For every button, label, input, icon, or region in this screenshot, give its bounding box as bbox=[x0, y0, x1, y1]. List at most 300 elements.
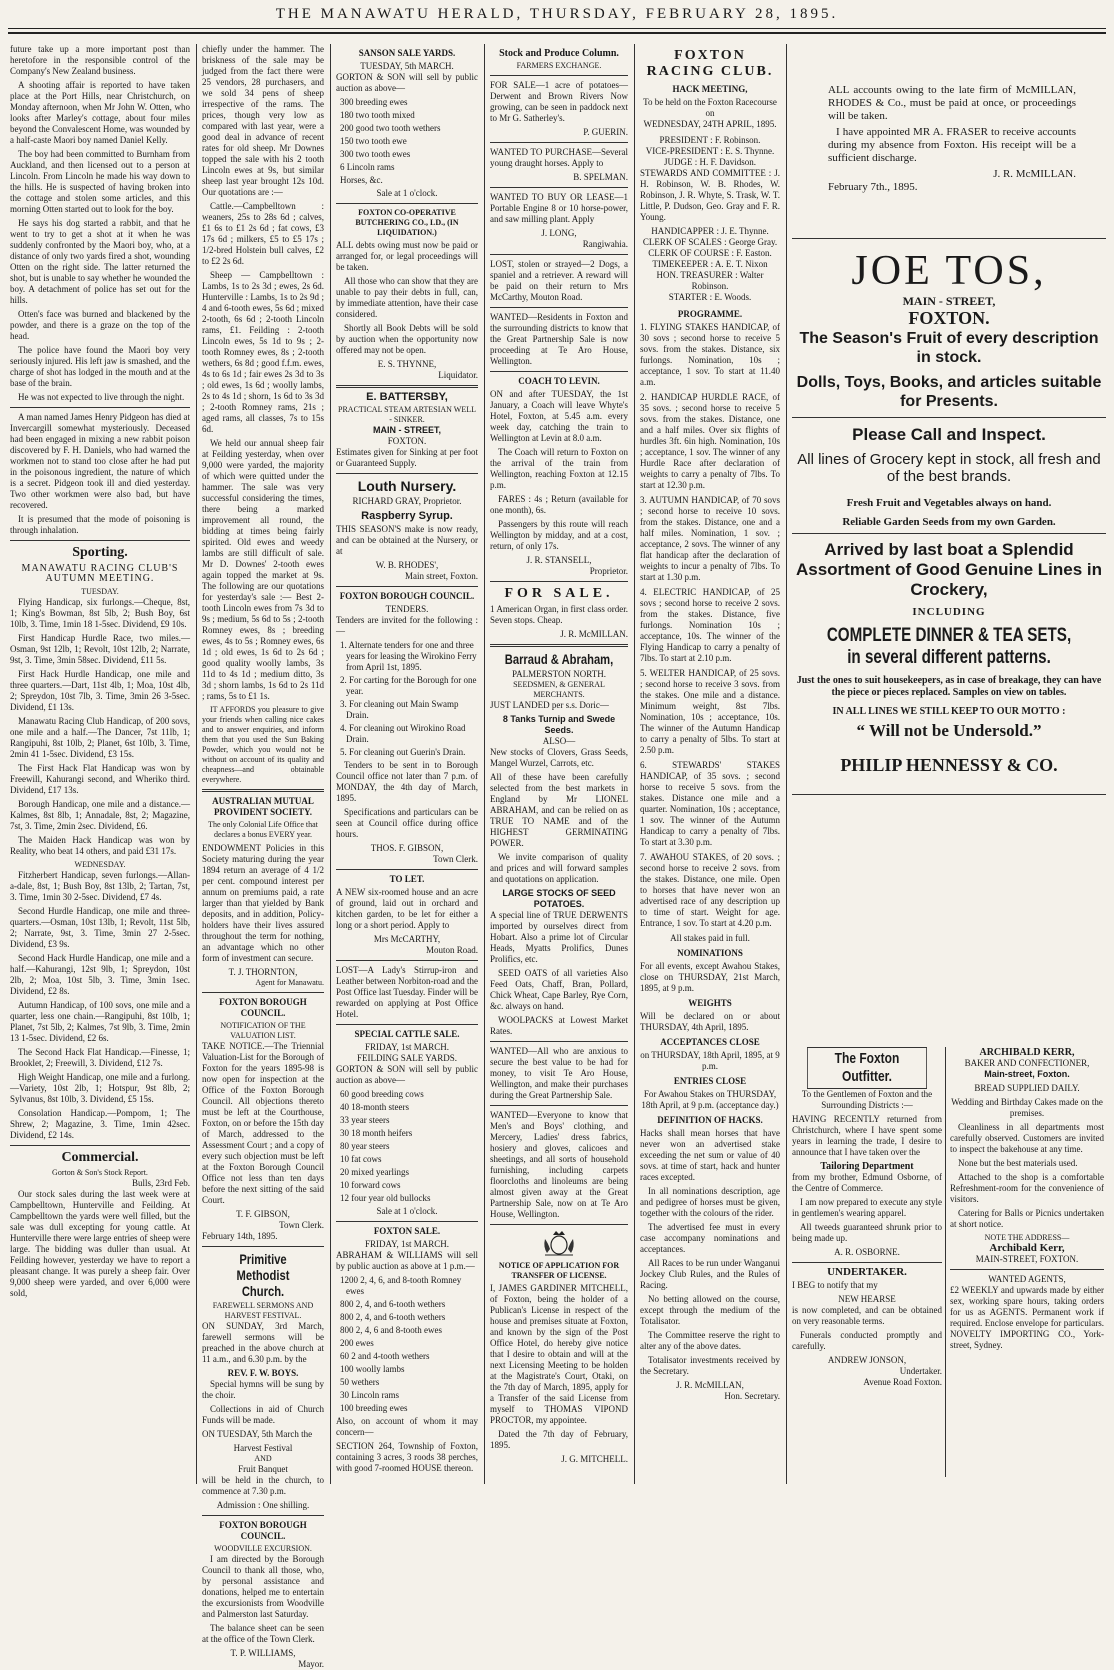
column-divider bbox=[330, 44, 331, 1484]
race-result: Fitzherbert Handicap, seven furlongs.—Allan-a-dale, 8st, 1; Bush Boy, 8st 13lb, 2; Tartan, 7st, 3. Time, 1min 30 2-5sec. Dividend, £7 4s. bbox=[10, 870, 190, 902]
methodist-subtitle: FAREWELL SERMONS AND HARVEST FESTIVAL. bbox=[212, 1301, 314, 1320]
rule: The advertised fee must in every case accompany nominations and acceptances. bbox=[640, 1222, 780, 1254]
license-notice-title: NOTICE OF APPLICATION FOR TRANSFER OF LICENSE. bbox=[498, 1261, 620, 1280]
barraud-trade: SEEDSMEN, & GENERAL MERCHANTS. bbox=[513, 680, 605, 699]
nominations-title: NOMINATIONS bbox=[677, 948, 743, 958]
sale-item: 10 fat cows bbox=[340, 1154, 382, 1164]
kerr-street: Main-street, Foxton. bbox=[984, 1069, 1070, 1079]
sale-item: 100 breeding ewes bbox=[340, 1403, 408, 1413]
rule: In all nominations description, age and pedigree of horses must be given, together with the colours of the rider. bbox=[640, 1186, 780, 1218]
spacer bbox=[792, 194, 1106, 234]
sanson-title: SANSON SALE YARDS. bbox=[358, 48, 456, 58]
official: VICE-PRESIDENT : E. S. Thynne. bbox=[645, 146, 775, 156]
report-date: Bulls, 23rd Feb. bbox=[131, 1178, 190, 1188]
divider bbox=[336, 473, 478, 474]
barraud-place: PALMERSTON NORTH. bbox=[512, 669, 606, 679]
methodist-body: Collections in aid of Church Funds will be made. bbox=[202, 1404, 324, 1425]
amp-title: AUSTRALIAN MUTUAL PROVIDENT SOCIETY. bbox=[212, 796, 314, 817]
divider bbox=[490, 75, 628, 76]
valuation-date: February 14th, 1895. bbox=[202, 1231, 278, 1241]
accounts-date: February 7th., 1895. bbox=[828, 181, 918, 193]
market-paragraph: Sheep — Campbelltown : Lambs, 1s to 2s 3d ; ewes, 2s 6d. Hunterville : Lambs, 1s to 2s 9d ; 4 and 6-tooth ewes, 5s 6d ; mixed 2-tooth, 6s 6d ; 2-tooth Lincoln rams, £1. Feilding : 2-tooth Lincoln ewes, 5s 1d to 9s ; 2-tooth Romney ewes, 8s ; 2-tooth wethers, 6s 8d ; good f.f.m. ewes, 4s to 6s 1d ; fair ewes 2s 3d to 3s ; old ewes, 1s 6d ; woolly lambs, 2s to 4s 1d ; shorn, 1s 6d to 3s 3d ; 2-tooth Romney rams, 21s ; aged rams, all classes, 7s to 15s 6d. bbox=[202, 270, 324, 434]
programme-item: 2. HANDICAP HURDLE RACE, of 35 sovs. ; second horse to receive 5 sovs. from the stakes. Distance, one and a half miles. Over six flights of hurdles 3ft. 6in high. Nomination, 10s ; acceptance, 1 sov. The winner of any Hurdle Race after declaration of weights to carry a penalty of 7lbs. To start at 12.30 p.m. bbox=[640, 392, 780, 490]
coach-body: The Coach will return to Foxton on the arrival of the train from Wellington, reaching Foxton at 12.15 p.m. bbox=[490, 447, 628, 490]
louth-title: Louth Nursery. bbox=[357, 478, 457, 494]
coop-title: FOXTON CO-OPERATIVE BUTCHERING CO., LD., (IN LIQUIDATION.) bbox=[355, 208, 459, 237]
outfitter-to: To the Gentlemen of Foxton and the Surrounding Districts :— bbox=[801, 1089, 933, 1110]
undertaker-title: UNDERTAKER. bbox=[827, 1266, 907, 1278]
divider bbox=[792, 794, 1106, 795]
cattle-sale-title: SPECIAL CATTLE SALE. bbox=[354, 1029, 460, 1039]
programme-item: 5. WELTER HANDICAP, of 25 sovs. ; second horse to receive 3 sovs. from the stakes. One mile and a distance. Minimum weight, 8st 7lbs. Nomination, 10s ; acceptance, 10s. The winner of the Autumn Handicap to carry a penalty of 5lbs. To start at 2.50 p.m. bbox=[640, 668, 780, 755]
cattle-sale-place: FEILDING SALE YARDS. bbox=[357, 1053, 457, 1063]
racing-on: on bbox=[705, 108, 715, 118]
classified-sign: P. GUERIN. bbox=[583, 127, 628, 137]
seed-body: A special line of TRUE DERWENTS imported by ourselves direct from Hobart. Also a prime lot of Circular Heads, Myatts Prolifics, Dunes Prolifics, etc. bbox=[490, 910, 628, 964]
sale-item: 200 ewes bbox=[340, 1338, 374, 1348]
classified-ad: WANTED TO PURCHASE—Several young draught horses. Apply to bbox=[490, 147, 628, 168]
joe-motto: IN ALL LINES WE STILL KEEP TO OUR MOTTO : bbox=[832, 706, 1066, 717]
divider bbox=[490, 1224, 628, 1225]
for-sale-title: FOR SALE. bbox=[504, 586, 614, 601]
official: HON. TREASURER : Walter Robinson. bbox=[656, 270, 764, 291]
barraud-also: ALSO— bbox=[542, 736, 576, 746]
joe-undersold: “ Will not be Undersold.” bbox=[856, 721, 1042, 740]
sale-item: 60 good breeding cows bbox=[340, 1089, 424, 1099]
kerr-body: Attached to the shop is a comfortable Refreshment-room for the convenience of visitors. bbox=[950, 1172, 1104, 1204]
report-heading: Gorton & Son's Stock Report. bbox=[52, 1168, 148, 1177]
programme-item: 6. STEWARDS' STAKES HANDICAP, of 35 sovs. ; second horse to receive 5 sovs. from the stakes. Distance one mile and a quarter. Nomination, 10s ; acceptance, 1 sov. The winner of the Autumn Handicap to carry a penalty of 7lbs. To start at 3.30 p.m. bbox=[640, 760, 780, 847]
woodville-role: Mayor. bbox=[298, 1659, 324, 1669]
column-divider bbox=[196, 44, 197, 1484]
wanted-ad: WANTED—Everyone to know that Men's and Boys' clothing, and Mercery, Ladies' dress fabrics, hosiery and gloves, calicoes and sheetings, and all sorts of household furnishing, including carpets floorcloths and linoleums are being almost given away at the Great Partnership Sale, now on at Te Aro House, Wellington. bbox=[490, 1110, 628, 1219]
news-paragraph: Otten's face was burned and blackened by the powder, and there is a graze on the top of the head. bbox=[10, 309, 190, 341]
accounts-body: ALL accounts owing to the late firm of McMILLAN, RHODES & Co., must be paid at once, or proceedings will be taken. bbox=[828, 84, 1076, 122]
market-paragraph: We held our annual sheep fair at Feilding yesterday, when over 9,000 were yarded, the majority of which were quitted under the hammer. The sale was very successful considering the times, there being a marked improvement all round, the bidding at times being fairly spirited. Old ewes and weedy lambs are still difficult of sale. Mr D. Downes' 2-tooth ewes again topped the market at 9s. The following are our quotations for yesterday's sale :— Best 2-tooth Lincoln ewes from 7s 3d to 9s ; medium, 5s 6d to 5s ; 2-tooth Romney ewes, 8s ; breeding ewes, 4s to 5s ; Romney ewes, 6s 1d ; old ewes, 1s 6d to 2s 6d ; good quality woolly lambs, 3s 11d to 4s 1d ; medium ditto, 3s 3d ; shorn lambs, 1s 6d to 2s 11d ; rams, 5s to £1 1s. bbox=[202, 438, 324, 701]
column-3 bbox=[336, 44, 478, 1484]
day-heading: TUESDAY. bbox=[81, 587, 119, 596]
racing-heading: MANAWATU RACING CLUB'S AUTUMN MEETING. bbox=[21, 563, 179, 584]
woodville-sign: T. P. WILLIAMS, bbox=[230, 1648, 296, 1658]
undertaker-body: is now completed, and can be obtained on very reasonable terms. bbox=[792, 1305, 942, 1326]
and-text: AND bbox=[254, 1454, 272, 1463]
definition-title: DEFINITION OF HACKS. bbox=[657, 1115, 763, 1125]
valuation-sign: T. F. GIBSON, bbox=[236, 1209, 290, 1219]
news-paragraph: The boy had been committed to Burnham from Auckland, and then licensed out to a person at Lincoln. From Lincoln he made his way down to the hills. He is suspected of having broken into the cottage and stolen some articles, and this morning Otten started out to look for the boy. bbox=[10, 149, 190, 214]
undertaker-role: Undertaker. bbox=[899, 1366, 942, 1376]
programme-item: 1. FLYING STAKES HANDICAP, of 30 sovs ; second horse to receive 5 sovs. from the stakes. Distance, six furlongs. Nomination, 10s ; acceptance, 1 sov. To start at 11.40 a.m. bbox=[640, 322, 780, 387]
sale-item: 800 2, 4, and 6-tooth wethers bbox=[340, 1312, 446, 1322]
joe-including: INCLUDING bbox=[912, 606, 986, 618]
acceptances-title: ACCEPTANCES CLOSE bbox=[660, 1037, 760, 1047]
joe-just: Just the ones to suit housekeepers, as in case of breakage, they can have the piece or pieces replaced. Samples on view on tables. bbox=[796, 675, 1102, 698]
sale-item: 150 two tooth ewe bbox=[340, 136, 407, 146]
amp-body: ENDOWMENT Policies in this Society maturing during the year 1894 return an average of 4 1/2 per cent. compound interest per annum on premiums paid, a rate larger than that yielded by Bank deposits, and in addition, Policy-holders have their lives assured throughout the term for nothing, an advantage which no other form of investment can secure. bbox=[202, 843, 324, 963]
tender-item: 4. For cleaning out Wirokino Road Drain. bbox=[340, 723, 466, 744]
joe-town: FOXTON. bbox=[908, 308, 990, 328]
section-heading-sporting: Sporting. bbox=[72, 545, 128, 560]
sale-item: 1200 2, 4, 6, and 8-tooth Romney ewes bbox=[340, 1275, 462, 1296]
undertaker-sign: ANDREW JONSON, bbox=[827, 1355, 907, 1365]
divider bbox=[490, 581, 628, 582]
classified-ad: FOR SALE—1 acre of potatoes—Derwent and Brown Rivers Now growing, can be seen in paddock next to Mr G. Satherley's. bbox=[490, 80, 628, 123]
acceptances-body: on THURSDAY, 18th April, 1895, at 9 p.m. bbox=[640, 1050, 780, 1071]
sale-item: 800 2, 4, 6 and 8-tooth ewes bbox=[340, 1325, 442, 1335]
race-result: The First Hack Flat Handicap was won by Freewill, Kahurangi second, and Wheriko third. Dividend, £17 13s. bbox=[10, 763, 190, 795]
column-5 bbox=[640, 44, 780, 1484]
column-divider bbox=[484, 44, 485, 1484]
definition-body: Hacks shall mean horses that have never won an advertised stake exceeding the net sum or value of 40 sovs. at time of start, hack and hunter races excepted. bbox=[640, 1128, 780, 1182]
divider bbox=[336, 586, 478, 587]
masthead-rule-double bbox=[8, 32, 1106, 34]
programme-item: 3. AUTUMN HANDICAP, of 70 sovs ; second horse to receive 10 sovs. from the stakes. Distance, one and a half miles. Nomination, 1 sov. ; acceptance, 2 sovs. The winner of any flat handicap after the declaration of weights to incur a penalty of 7lbs. To start at 1.30 p.m. bbox=[640, 495, 780, 582]
agents-title: WANTED AGENTS, bbox=[988, 1274, 1066, 1284]
fruit-banquet: Fruit Banquet bbox=[238, 1464, 288, 1474]
methodist-title: Primitive Methodist Church. bbox=[236, 1251, 290, 1299]
weights-title: WEIGHTS bbox=[688, 998, 732, 1008]
barraud-tanks: 8 Tanks Turnip and Swede Seeds. bbox=[502, 714, 616, 735]
louth-proprietor: RICHARD GRAY, Proprietor. bbox=[352, 496, 462, 506]
classified-ad: WANTED TO BUY OR LEASE—1 Portable Engine 8 or 10 horse-power, and saw milling plant. Apply bbox=[490, 192, 628, 224]
sale-item: 10 forward cows bbox=[340, 1180, 401, 1190]
harvest-festival: Harvest Festival bbox=[233, 1443, 293, 1453]
stock-column-title: Stock and Produce Column. bbox=[499, 48, 619, 59]
to-let-body: A NEW six-roomed house and an acre of ground, laid out in orchard and kitchen garden, to be let for either a long or a short period. Apply to bbox=[336, 887, 478, 930]
kerr-note: NOTE THE ADDRESS— bbox=[984, 1233, 1070, 1242]
official: HANDICAPPER : J. E. Thynne. bbox=[651, 226, 769, 236]
cattle-sale-intro: GORTON & SON will sell by public auction as above— bbox=[336, 1064, 478, 1085]
coach-role: Proprietor. bbox=[589, 566, 628, 576]
divider bbox=[336, 1024, 478, 1025]
battersby-body: Estimates given for Sinking at per foot or Guaranteed Supply. bbox=[336, 447, 478, 468]
cattle-sale-date: FRIDAY, 1st MARCH. bbox=[364, 1042, 450, 1052]
woodville-title: FOXTON BOROUGH COUNCIL. bbox=[219, 1520, 307, 1541]
joe-tos-title: JOE TOS, bbox=[851, 248, 1047, 294]
coach-body: Passengers by this route will reach Wellington by midday, and at a cost, return, of only 17s. bbox=[490, 519, 628, 551]
tenders-sign: THOS. F. GIBSON, bbox=[370, 843, 444, 853]
sale-item: 800 2, 4, and 6-tooth wethers bbox=[340, 1299, 446, 1309]
baking-powder-ad: IT AFFORDS you pleasure to give your friends when calling nice cakes and to answer enquiries, and inform them that you used the Sun Baking Powder, which you would not be without on account of its quality and cheapness—and obtainable everywhere. bbox=[202, 705, 324, 784]
barraud-body: JUST LANDED per s.s. Doric— bbox=[490, 700, 609, 710]
sanson-date: TUESDAY, 5th MARCH. bbox=[360, 61, 454, 71]
tender-item: 3. For cleaning out Main Swamp Drain. bbox=[340, 699, 459, 720]
hack-meeting-title: HACK MEETING, bbox=[672, 84, 748, 94]
outfitter-sign: A. R. OSBORNE. bbox=[834, 1247, 900, 1257]
battersby-trade: PRACTICAL STEAM ARTESIAN WELL - SINKER. bbox=[338, 405, 476, 424]
foxton-sale-section: SECTION 264, Township of Foxton, containing 3 acres, 3 roods 38 perches, with good 7-roomed HOUSE thereon. bbox=[336, 1441, 478, 1473]
divider bbox=[336, 385, 478, 388]
foxton-sale-date: FRIDAY, 1st MARCH. bbox=[364, 1239, 450, 1249]
joe-grocery: All lines of Grocery kept in stock, all fresh and of the best brands. bbox=[797, 451, 1101, 485]
stock-column-subtitle: FARMERS EXCHANGE. bbox=[516, 61, 602, 70]
nominations-body: For all events, except Awahou Stakes, close on THURSDAY, 21st March, 1895, at 9 p.m. bbox=[640, 961, 780, 993]
rule: All Races to be run under Wanganui Jockey Club Rules, and the Rules of Racing. bbox=[640, 1258, 780, 1290]
news-paragraph: A shooting affair is reported to have taken place at the Port Hills, near Christchurch, on Monday afternoon, when Mr John W. Otten, who looks after Marley's cottage, about four miles beyond the Convalescent Home, was wounded by a half-caste Maori boy named Daniel Kelly. bbox=[10, 80, 190, 145]
divider bbox=[792, 238, 1106, 239]
secretary-role: Hon. Secretary. bbox=[724, 1391, 780, 1401]
kerr-body: Cleanliness in all departments most carefully observed. Customers are invited to inspect the bakehouse at any time. bbox=[950, 1122, 1104, 1154]
rule: No betting allowed on the course, except through the medium of the Totalisator. bbox=[640, 1294, 780, 1326]
market-paragraph: Cattle.—Campbelltown : weaners, 25s to 28s 6d ; calves, £1 6s to £1 2s 6d ; fat cows, £3 17s 6d ; milkers, £5 to £5 17s ; 1/2-bred Holstein bull calves, £2 to £2 2s 6d. bbox=[202, 201, 324, 266]
race-result: High Weight Handicap, one mile and a furlong.—Variety, 10st 2lb, 1; Hotspur, 9st 8lb, 2; Sylvanus, 8st 10lb, 3. Dividend, £5 15s. bbox=[10, 1072, 190, 1104]
column-6 bbox=[792, 44, 1106, 1484]
classified-sign: Rangiwahia. bbox=[582, 239, 628, 249]
raspberry-body: THIS SEASON'S make is now ready, and can be obtained at the Nursery, or at bbox=[336, 524, 478, 556]
outfitter-dept: Tailoring Department bbox=[820, 1161, 914, 1172]
race-result: Autumn Handicap, of 100 sovs, one mile and a quarter, less one chain.—Rangipuhi, 8st 10lb, 1; Planet, 7st 5lb, 2; Kalmes, 7st 9lb, 3. Time, 2min 13 1-5sec. Dividend, £2 6s. bbox=[10, 1000, 190, 1043]
official: STARTER : E. Woods. bbox=[668, 292, 752, 302]
tender-item: 5. For cleaning out Guerin's Drain. bbox=[340, 747, 466, 757]
sale-time: Sale at 1 o'clock. bbox=[376, 1206, 438, 1216]
sale-item: 60 2 and 4-tooth wethers bbox=[340, 1351, 430, 1361]
raspberry-shop: W. B. RHODES', bbox=[375, 560, 439, 570]
race-result: The Maiden Hack Handicap was won by Reality, who beat 14 others, and paid £31 17s. bbox=[10, 835, 190, 856]
column-2 bbox=[202, 44, 324, 1669]
divider bbox=[10, 540, 190, 541]
undertaker-address: Avenue Road Foxton. bbox=[863, 1377, 942, 1387]
divider bbox=[792, 533, 1106, 534]
divider bbox=[490, 644, 628, 647]
joe-fruit: The Season's Fruit of every description in stock. bbox=[799, 330, 1099, 366]
programme-item: 4. ELECTRIC HANDICAP, of 25 sovs ; second horse to receive 2 sovs. from the stakes. Distance, five furlongs. Nomination 10s ; acceptance, 10s. The winner of the Flying Handicap to carry a penalty of 7lbs. To start at 2.10 p.m. bbox=[640, 587, 780, 663]
joe-dolls: Dolls, Toys, Books, and articles suitable for Presents. bbox=[796, 374, 1102, 410]
race-result: Second Hack Hurdle Handicap, one mile and a half.—Kahurangi, 12st 9lb, 1; Spreydon, 10st 2lb, 2; Moa, 10st 5lb, 3. Time, 3min 1sec. Dividend, £2 8s. bbox=[10, 953, 190, 996]
valuation-role: Town Clerk. bbox=[279, 1220, 324, 1230]
official: JUDGE : H. F. Davidson. bbox=[663, 157, 757, 167]
news-paragraph: A man named James Henry Pidgeon has died at Invercargill somewhat mysteriously. Deceased had been engaged in mixing a new rabbit poison discovered by F. H. Daniels, who had warned the workmen not to stand too close after he had put in the poisonous ingredient, the nature of which is a secret. Pidgeon took ill and died yesterday. Two other workmen were also bad, but have recovered. bbox=[10, 412, 190, 510]
sale-item: 100 woolly lambs bbox=[340, 1364, 405, 1374]
kerr-body: Wedding and Birthday Cakes made on the premises. bbox=[951, 1097, 1103, 1118]
undertaker-body: Funerals conducted promptly and carefully. bbox=[792, 1330, 942, 1351]
methodist-body: will be held in the church, to commence at 7.30 p.m. bbox=[202, 1475, 324, 1496]
race-result: First Hack Hurdle Handicap, one mile and three quarters.—Dart, 11st 4lb, 1; Moa, 10st 4lb, 2; Spreydon, 10st 7lb, 3. Time, 3min 26 3-5sec. Dividend, £1 13s. bbox=[10, 669, 190, 712]
valuation-title: FOXTON BOROUGH COUNCIL. bbox=[219, 997, 307, 1018]
outfitter-body: HAVING RECENTLY returned from Christchurch, where I have spent some years in learning the trade, I desire to announce that I have taken over the bbox=[792, 1114, 942, 1157]
news-paragraph: future take up a more important post than heretofore in the responsible control of the Company's New Zealand business. bbox=[10, 44, 190, 76]
tender-item: 2. For carting for the Borough for one year. bbox=[340, 675, 477, 696]
methodist-body: ON TUESDAY, 5th March the bbox=[202, 1429, 313, 1439]
divider bbox=[490, 254, 628, 255]
kerr-address: MAIN-STREET, FOXTON. bbox=[975, 1254, 1079, 1264]
sale-item: 30 18 month heifers bbox=[340, 1128, 413, 1138]
sale-item: 40 18-month steers bbox=[340, 1102, 409, 1112]
sale-item: 300 two tooth ewes bbox=[340, 149, 411, 159]
news-paragraph: The police have found the Maori boy very seriously injured. His left jaw is smashed, and the charge of shot has lodged in the mouth and at the base of the brain. bbox=[10, 345, 190, 388]
barraud-title: Barraud & Abraham, bbox=[504, 651, 614, 667]
divider bbox=[10, 1145, 190, 1146]
divider bbox=[202, 789, 324, 792]
kerr-body: Catering for Balls or Picnics undertaken at short notice. bbox=[950, 1208, 1104, 1229]
coach-sign: J. R. STANSELL, bbox=[526, 555, 592, 565]
kerr-title: ARCHIBALD KERR, bbox=[979, 1047, 1075, 1058]
race-result: Consolation Handicap.—Pompom, 1; The Shrew, 2; Magazine, 3. Time, 1min 42sec. Dividend, £2 14s. bbox=[10, 1108, 190, 1140]
license-notice-sign: J. G. MITCHELL. bbox=[561, 1454, 628, 1464]
battersby-name: E. BATTERSBY, bbox=[366, 391, 448, 403]
outfitter-body: I am now prepared to execute any style in gentlemen's wearing apparel. bbox=[792, 1197, 942, 1218]
divider bbox=[336, 203, 478, 204]
race-result: Manawatu Racing Club Handicap, of 200 sovs, one mile and a half.—The Dancer, 7st 11lb, 1; Rangipuhi, 8st 10lb, 2; Planet, 6st 10lb, 3. Time, 2min 41 1-5sec. Dividend, £3 15s. bbox=[10, 716, 190, 759]
masthead: THE MANAWATU HERALD, THURSDAY, FEBRUARY 28, 1895. bbox=[275, 6, 839, 22]
raspberry-title: Raspberry Syrup. bbox=[361, 510, 453, 522]
foxton-sale-intro: ABRAHAM & WILLIAMS will sell by public auction as above at 1 p.m.— bbox=[336, 1250, 478, 1271]
divider bbox=[950, 1269, 1104, 1270]
methodist-body: Special hymns will be sung by the choir. bbox=[202, 1379, 324, 1400]
entries-body: For Awahou Stakes on THURSDAY, 18th April, at 9 p.m. (acceptance day.) bbox=[641, 1089, 779, 1110]
methodist-rev: REV. F. W. BOYS. bbox=[227, 1368, 299, 1378]
lost-notice: LOST—A Lady's Stirrup-iron and Leather between Norbiton-road and the Post Office last Tuesday. Finder will be rewarded on applying at Post Office Hotel. bbox=[336, 965, 478, 1019]
wanted-ad: WANTED—All who are anxious to secure the best value to be had for money, to visit Te Aro House, Wellington, and make their purchases during the Great Partnership Sale. bbox=[490, 1046, 628, 1100]
valuation-subtitle: NOTIFICATION OF THE VALUATION LIST. bbox=[220, 1021, 306, 1040]
sanson-intro: GORTON & SON will sell by public auction as above— bbox=[336, 72, 478, 93]
divider bbox=[792, 1262, 942, 1263]
joe-seeds: Reliable Garden Seeds from my own Garden. bbox=[842, 516, 1056, 528]
outfitter-body: All tweeds guaranteed shrunk prior to being made up. bbox=[792, 1222, 942, 1243]
tenders-subtitle: TENDERS. bbox=[385, 604, 429, 614]
accounts-sign: J. R. McMILLAN. bbox=[993, 168, 1076, 180]
news-paragraph: It is presumed that the mode of poisoning is through inhalation. bbox=[10, 514, 190, 535]
column-divider bbox=[786, 44, 787, 1484]
divider bbox=[490, 187, 628, 188]
joe-fresh: Fresh Fruit and Vegetables always on hand. bbox=[846, 497, 1052, 509]
official: CLERK OF SCALES : George Gray. bbox=[642, 237, 778, 247]
sale-item: 6 Lincoln rams bbox=[340, 162, 395, 172]
stakes-note: All stakes paid in full. bbox=[670, 933, 750, 943]
sale-item: 30 Lincoln rams bbox=[340, 1390, 399, 1400]
for-sale-body: 1 American Organ, in first class order. Seven stops. Cheap. bbox=[490, 604, 628, 625]
sale-item: 20 mixed yearlings bbox=[340, 1167, 409, 1177]
agents-body: £2 WEEKLY and upwards made by either sex, working spare hours, taking orders for us as AGENTS. Permanent work if required. Enclose envelope for particulars. NOVELTY IMPORTING CO., York-street, Sydney. bbox=[950, 1285, 1104, 1350]
column-divider bbox=[634, 44, 635, 1484]
joe-sets: COMPLETE DINNER & TEA SETS, in several different patterns. bbox=[826, 625, 1072, 668]
day-heading: WEDNESDAY. bbox=[74, 860, 126, 869]
woodville-subtitle: WOODVILLE EXCURSION. bbox=[214, 1544, 312, 1553]
amp-agent: T. J. THORNTON, bbox=[228, 967, 298, 977]
seed-potatoes-title: LARGE STOCKS OF SEED POTATOES. bbox=[502, 888, 616, 909]
undertaker-hearse: NEW HEARSE bbox=[838, 1294, 896, 1304]
weights-body: Will be declared on or about THURSDAY, 4th April, 1895. bbox=[640, 1011, 780, 1032]
race-result: Second Hurdle Handicap, one mile and three-quarters.—Osman, 10st 13lb, 1; Revolt, 11st 5lb, 2; Narrate, 9st, 3. Time, 3min 27 2-5sec. Dividend, £3 9s. bbox=[10, 906, 190, 949]
divider bbox=[490, 1041, 628, 1042]
race-result: Borough Handicap, one mile and a distance.—Kalmes, 8st 8lb, 1; Annadale, 8st, 2; Magazine, 7st, 3. Time, 2min 2sec. Dividend, £6. bbox=[10, 799, 190, 831]
outfitter-ad bbox=[792, 1047, 942, 1388]
secretary-sign: J. R. McMILLAN, bbox=[676, 1380, 744, 1390]
masthead-rule bbox=[8, 28, 1106, 29]
coop-body: All those who can show that they are unable to pay their debts in full, can, by immediate attention, have their case considered. bbox=[336, 276, 478, 319]
market-paragraph: chiefly under the hammer. The briskness of the sale may be judged from the fact there were 25 vendors, 28 purchasers, and we sold 34 pens of sheep irrespective of the rams. The prices, though very low as compared with last year, were a good deal in advance of recent rates for old sheep. Mr Downes topped the sale with his 2 tooth Lincoln ewes at 9s, but similar sheep last year brought 12s 10d. Our quotations are :— bbox=[202, 44, 324, 197]
divider bbox=[336, 869, 478, 870]
coop-body: ALL debts owing must now be paid or arranged for, or legal proceedings will be taken. bbox=[336, 240, 478, 272]
classified-ad: LOST, stolen or strayed—2 Dogs, a spaniel and a retriever. A reward will be paid on their return to Mrs McCarthy, Mouton Road. bbox=[490, 259, 628, 302]
news-paragraph: He says his dog started a rabbit, and that he went to try to get a shot at it when he was suddenly confronted by the Maori boy, who, at a distance of only two yards fired a shot, wounding Otten on the right side. The latter returned the shot, but is unable to say whether he wounded the boy. A detachment of police has set out for the hills. bbox=[10, 218, 190, 305]
kerr-ad bbox=[950, 1047, 1104, 1354]
racing-club-title: FOXTON RACING CLUB. bbox=[646, 48, 774, 79]
race-result: The Second Hack Flat Handicap.—Finesse, 1; Brooklet, 2; Freewill, 3. Dividend, £12 7s. bbox=[10, 1047, 190, 1068]
kerr-trade: BAKER AND CONFECTIONER, bbox=[964, 1058, 1090, 1068]
raspberry-address: Main street, Foxton. bbox=[405, 571, 478, 581]
tenders-role: Town Clerk. bbox=[433, 854, 478, 864]
to-let-name: Mrs McCARTHY, bbox=[373, 934, 441, 944]
sale-item: 300 breeding ewes bbox=[340, 97, 408, 107]
divider bbox=[10, 407, 190, 408]
column-1 bbox=[10, 44, 190, 1484]
barraud-body: All of these have been carefully selected from the best markets in England by Mr LIONEL ABRAHAM, and can be relied on as TRUE TO NAME and of the HIGHEST GERMINATING POWER. bbox=[490, 772, 628, 848]
tender-item: 1. Alternate tenders for one and three years for leasing the Wirokino Ferry from April 1st, 1895. bbox=[340, 640, 477, 672]
sale-item: 33 year steers bbox=[340, 1115, 390, 1125]
outfitter-body: from my brother, Edmund Osborne, of the Centre of Commerce. bbox=[792, 1172, 942, 1193]
divider bbox=[490, 1105, 628, 1106]
foxton-sale-title: FOXTON SALE. bbox=[373, 1226, 441, 1236]
sale-time: Sale at 1 o'clock. bbox=[376, 188, 438, 198]
to-let-title: TO LET. bbox=[389, 874, 425, 884]
foxton-sale-also: Also, on account of whom it may concern— bbox=[336, 1416, 478, 1437]
official: STEWARDS AND COMMITTEE : J. H. Robinson, W. B. Rhodes, W. Robinson, J. R. Whyte, S. Trask, W. T. Little, P. Dudson, Geo. Gray and F. R. Young. bbox=[640, 168, 780, 222]
classified-ad: WANTED—Residents in Foxton and the surrounding districts to know that the Great Partnership Sale is now proceeding at Te Aro House, Wellington. bbox=[490, 312, 628, 366]
divider bbox=[490, 307, 628, 308]
news-paragraph: He was not expected to live through the night. bbox=[18, 392, 185, 402]
sale-item: 12 four year old bullocks bbox=[340, 1193, 431, 1203]
barraud-body: We invite comparison of quality and prices and will forward samples and quotations on application. bbox=[490, 852, 628, 884]
divider bbox=[792, 417, 1106, 418]
to-let-address: Mouton Road. bbox=[425, 945, 478, 955]
tenders-intro: Tenders are invited for the following :— bbox=[336, 615, 478, 636]
coach-body: ON and after TUESDAY, the 1st January, a Coach will leave Whyte's Hotel, Foxton, at 5.45 a.m. every week day, catching the train to Wellington at Levin at 8.0 a.m. bbox=[490, 389, 628, 443]
joe-arrived: Arrived by last boat a Splendid Assortment of Good Genuine Lines in Crockery, bbox=[795, 540, 1103, 599]
battersby-town: FOXTON. bbox=[387, 436, 427, 446]
racing-date: WEDNESDAY, 24TH APRIL, 1895. bbox=[643, 119, 777, 129]
amp-subtitle: The only Colonial Life Office that declares a bonus EVERY year. bbox=[208, 820, 318, 839]
seed-body: WOOLPACKS at Lowest Market Rates. bbox=[490, 1015, 628, 1036]
sale-item: 180 two tooth mixed bbox=[340, 110, 415, 120]
joe-street: MAIN - STREET, bbox=[902, 294, 996, 308]
official: TIMEKEEPER : A. E. T. Nixon bbox=[652, 259, 768, 269]
racing-intro: To be held on the Foxton Racecourse bbox=[643, 97, 777, 107]
amp-agent-role: Agent for Manawatu. bbox=[255, 978, 324, 987]
official: PRESIDENT : F. Robinson. bbox=[659, 135, 761, 145]
joe-firm: PHILIP HENNESSY & CO. bbox=[840, 755, 1058, 775]
programme-title: PROGRAMME. bbox=[677, 309, 743, 319]
kerr-bread: BREAD SUPPLIED DAILY. bbox=[974, 1083, 1080, 1093]
classified-sign: J. LONG, bbox=[541, 228, 577, 238]
tenders-body: Specifications and particulars can be seen at Council office during office hours. bbox=[336, 807, 478, 839]
divider bbox=[336, 960, 478, 961]
valuation-body: TAKE NOTICE.—The Triennial Valuation-List for the Borough of Foxton for the years 1895-98 is now open for inspection at the Office of the Foxton Borough Council. All objections thereto must be left at the Courthouse, Foxton, on or before the 15th day of March, addressed to the Assessment Court ; and a copy of every such objection must be left at the Foxton Borough Council Office not less than ten days before the next sitting of the said Court. bbox=[202, 1041, 324, 1205]
admission: Admission : One shilling. bbox=[216, 1500, 310, 1510]
coop-role: Liquidator. bbox=[438, 370, 478, 380]
divider bbox=[202, 1515, 324, 1516]
race-result: First Handicap Hurdle Race, two miles.—Osman, 9st 12lb, 1; Revolt, 10st 12lb, 2; Narrate, 9st, 3. Time, 3min 58sec. Dividend, £11 5s. bbox=[10, 633, 190, 665]
license-notice-date: Dated the 7th day of February, 1895. bbox=[490, 1429, 628, 1450]
battersby-street: MAIN - STREET, bbox=[372, 425, 441, 435]
woodville-body: I am directed by the Borough Council to thank all those, who, by personal assistance and donations, helped me to entertain the excursionists from Woodville and Palmerston last Saturday. bbox=[202, 1554, 324, 1619]
divider bbox=[336, 1221, 478, 1222]
seed-body: SEED OATS of all varieties Also Feed Oats, Chaff, Bran, Pollard, Chick Wheat, Cape Barley, Rye Corn, &c. always on hand. bbox=[490, 968, 628, 1011]
outfitter-title: The Foxton Outfitter. bbox=[807, 1047, 927, 1089]
official: CLERK OF COURSE : F. Easton. bbox=[648, 248, 772, 258]
sale-item: Horses, &c. bbox=[340, 175, 383, 185]
barraud-body: New stocks of Clovers, Grass Seeds, Mangel Wurzel, Carrots, etc. bbox=[490, 747, 628, 768]
coop-body: Shortly all Book Debts will be sold by auction when the opportunity now offered may not be open. bbox=[336, 323, 478, 355]
divider bbox=[490, 142, 628, 143]
kerr-body: None but the best materials used. bbox=[958, 1158, 1078, 1168]
coop-sign: E. S. THYNNE, bbox=[377, 359, 437, 369]
classified-sign: B. SPELMAN. bbox=[573, 172, 628, 182]
column-4 bbox=[490, 44, 628, 1484]
column-divider bbox=[945, 1047, 946, 1477]
programme-item: 7. AWAHOU STAKES, of 20 sovs. ; second horse to receive 2 sovs. from the stakes. Distance, one mile. Open to horses that have never won an advertised race of any description up to time of start. Weight for age. Entrance, 1 sov. To start at 4.20 p.m. bbox=[640, 852, 780, 928]
entries-title: ENTRIES CLOSE bbox=[673, 1076, 747, 1086]
rule: Totalisator investments received by the Secretary. bbox=[640, 1355, 780, 1376]
methodist-body: ON SUNDAY, 3rd March, farewell sermons will be preached in the above church at 11 a.m., and 6.30 p.m. by the bbox=[202, 1321, 324, 1364]
